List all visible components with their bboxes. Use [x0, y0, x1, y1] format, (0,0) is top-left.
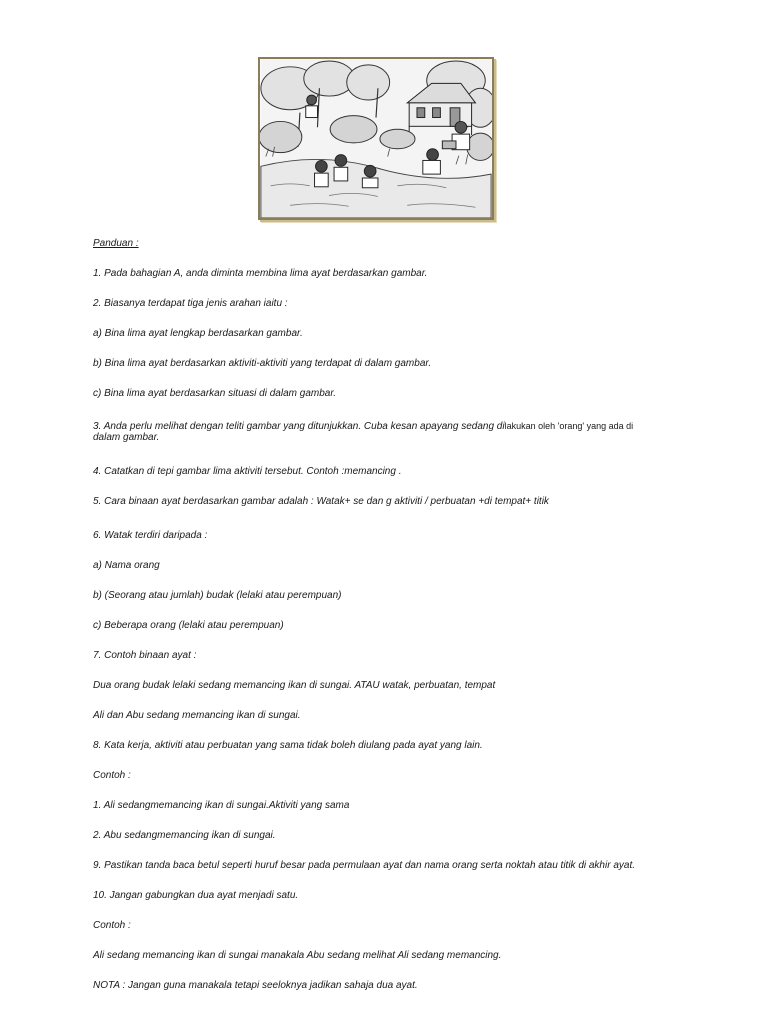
item-3-part-2: lakukan oleh 'orang' yang ada di	[504, 421, 634, 431]
contoh-label-2: Contoh :	[93, 920, 131, 931]
item-3-line-1	[93, 420, 633, 433]
item-3-part-1: 3. Anda perlu melihat dengan teliti gambar yang ditunjukkan. Cuba kesan apayang sedang di	[93, 421, 505, 432]
illustration-figure	[258, 57, 494, 220]
item-6b: b) (Seorang atau jumlah) budak (lelaki atau perempuan)	[93, 590, 342, 601]
example-item-2: 2. Abu sedangmemancing ikan di sungai.	[93, 830, 276, 841]
item-10: 10. Jangan gabungkan dua ayat menjadi satu.	[93, 890, 299, 901]
contoh-label-1: Contoh :	[93, 770, 131, 781]
item-2a: a) Bina lima ayat lengkap berdasarkan gambar.	[93, 328, 303, 339]
example-sentence-1: Dua orang budak lelaki sedang memancing ikan di sungai. ATAU watak, perbuatan, tempat	[93, 680, 496, 691]
item-7: 7. Contoh binaan ayat :	[93, 650, 197, 661]
item-3-line-2: dalam gambar.	[93, 432, 160, 443]
river-scene-illustration	[260, 59, 492, 218]
nota-line: NOTA : Jangan guna manakala tetapi seeloknya jadikan sahaja dua ayat.	[93, 980, 418, 991]
example-sentence-3: Ali sedang memancing ikan di sungai manakala Abu sedang melihat Ali sedang memancing.	[93, 950, 502, 961]
item-2c: c) Bina lima ayat berdasarkan situasi di dalam gambar.	[93, 388, 337, 399]
heading-panduan: Panduan :	[93, 238, 139, 249]
item-5: 5. Cara binaan ayat berdasarkan gambar adalah : Watak+ se dan g aktiviti / perbuatan +di tempat+ titik	[93, 496, 549, 507]
item-4: 4. Catatkan di tepi gambar lima aktiviti tersebut. Contoh :memancing .	[93, 466, 402, 477]
item-6a: a) Nama orang	[93, 560, 160, 571]
item-8: 8. Kata kerja, aktiviti atau perbuatan yang sama tidak boleh diulang pada ayat yang lain.	[93, 740, 483, 751]
item-2: 2. Biasanya terdapat tiga jenis arahan iaitu :	[93, 298, 288, 309]
item-1: 1. Pada bahagian A, anda diminta membina lima ayat berdasarkan gambar.	[93, 268, 428, 279]
item-6: 6. Watak terdiri daripada :	[93, 530, 208, 541]
item-6c: c) Beberapa orang (lelaki atau perempuan)	[93, 620, 284, 631]
item-9: 9. Pastikan tanda baca betul seperti huruf besar pada permulaan ayat dan nama orang serta noktah atau titik di akhir ayat.	[93, 860, 636, 871]
item-2b: b) Bina lima ayat berdasarkan aktiviti-aktiviti yang terdapat di dalam gambar.	[93, 358, 432, 369]
example-item-1: 1. Ali sedangmemancing ikan di sungai.Aktiviti yang sama	[93, 800, 350, 811]
example-sentence-2: Ali dan Abu sedang memancing ikan di sungai.	[93, 710, 301, 721]
